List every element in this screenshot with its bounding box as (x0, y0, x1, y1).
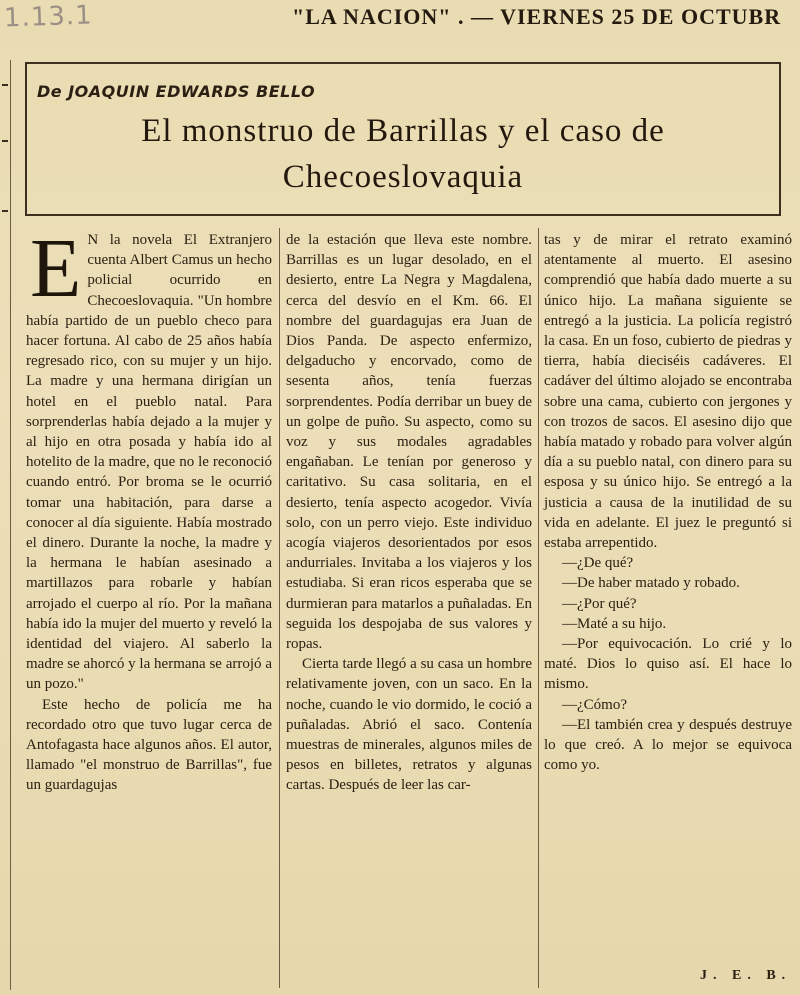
article-paragraph: de la estación que lleva este nombre. Barrillas es un lugar desolado, en el desierto, entre La Negra y Magdalena, cerca del desvío en el Km. 66. El nombre del guardagujas era Juan de Dios Panda. De aspecto enfermizo, delgaducho y encorvado, como de sesenta años, tenía fuerzas sorprendentes. Podía derribar un buey de un golpe de puño. Su aspecto, como su voz y sus modales agradables engañaban. Le tenían por generoso y caritativo. Su casa solitaria, en el desierto, tenía aspecto acogedor. Vivía solo, con un perro viejo. Este individuo acogía viajeros desorientados por esos andurriales. Invitaba a los viajeros y los estudiaba. Si eran ricos esperaba que se durmieran para matarlos a puñaladas. En seguida los despojaba de sus valores y ropas. (286, 232, 532, 653)
article-headline (27, 108, 779, 200)
column-rule (538, 228, 539, 988)
article-column-2 (286, 230, 532, 796)
edge-mark (2, 140, 8, 142)
drop-cap: E (30, 222, 82, 315)
article-byline: De JOAQUIN EDWARDS BELLO (37, 82, 316, 101)
dialogue-line: —¿Por qué? (562, 595, 637, 612)
headline-line-2: Checoeslovaquia (282, 159, 524, 195)
dialogue-line: —Por equivocación. Lo crié y lo maté. Dios lo quiso así. El hace lo mismo. (544, 636, 792, 693)
paragraph-text: N la novela El Extranjero cuenta Albert Camus un hecho policial ocurrido en Checoeslovaquia. "Un hombre había partido de un pueblo checo para hacer fortuna. Al cabo de 25 años había regresado rico, con su mujer y un hijo. La madre y una hermana dirigían un hotel en el pueblo natal. Para sorprenderlas había dejado a la mujer y al hijo en otra posada y había ido al hotelito de la madre, que no le reconoció cuando entró. Por broma se le ocurrió tomar una habitación, para darse a conocer al día siguiente. Había mostrado el dinero. Durante la noche, la madre y la hermana le habían asesinado a martillazos para robarle y habían arrojado el cuerpo al río. Por la mañana había ido la mujer del muerto y reveló la identidad del viajero. Al saberlo la madre se ahorcó y la hermana se arrojó a un pozo." (26, 232, 272, 693)
article-paragraph: tas y de mirar el retrato examinó atentamente al muerto. El asesino comprendió que había dado muerte a su único hijo. La mañana siguiente se entregó a la justicia. La policía registró la casa. En un foso, cubierto de piedras y tierra, había dieciséis cadáveres. El cadáver del último alojado se encontraba sobre una cama, cubierto con jergones y con trozos de sacos. El asesino dijo que había matado y robado para volver algún día a su pueblo natal, con dinero para su esposa y su único hijo. Se entregó a la justicia a causa de la inutilidad de su vida en adelante. El juez le preguntó si estaba arrepentido. (544, 232, 792, 552)
newspaper-masthead: "LA NACION" . — VIERNES 25 DE OCTUBR (292, 4, 782, 29)
dialogue-line: —El también crea y después destruye lo que creó. A lo mejor se equivoca como yo. (544, 716, 792, 774)
article-column-3 (544, 230, 792, 775)
article-paragraph: Este hecho de policía me ha recordado otro que tuvo lugar cerca de Antofagasta hace algunos años. El autor, llamado "el monstruo de Barrillas", fue un guardagujas (26, 696, 272, 794)
edge-mark (2, 210, 8, 212)
dialogue-line: —De haber matado y robado. (562, 575, 740, 592)
edge-mark (2, 84, 8, 86)
dialogue-line: —Maté a su hijo. (562, 615, 667, 632)
dialogue-line: —¿Cómo? (562, 696, 627, 713)
handwritten-archive-note: 1.13.1 (3, 0, 94, 34)
article-header-box (25, 62, 781, 216)
article-paragraph (26, 222, 272, 695)
headline-line-1: El monstruo de Barrillas y el caso de (141, 113, 665, 149)
article-column-1 (26, 222, 272, 796)
author-initials: J. E. B. (700, 968, 792, 983)
left-edge-rule (2, 60, 11, 990)
article-paragraph: Cierta tarde llegó a su casa un hombre relativamente joven, con un saco. En la noche, cuando le vio dormido, le coció a puñaladas. Abrió el saco. Contenía muestras de minerales, algunos miles de pesos en billetes, retratos y algunas cartas. Después de leer las car- (286, 656, 532, 794)
dialogue-line: —¿De qué? (562, 555, 634, 572)
column-rule (279, 228, 280, 988)
